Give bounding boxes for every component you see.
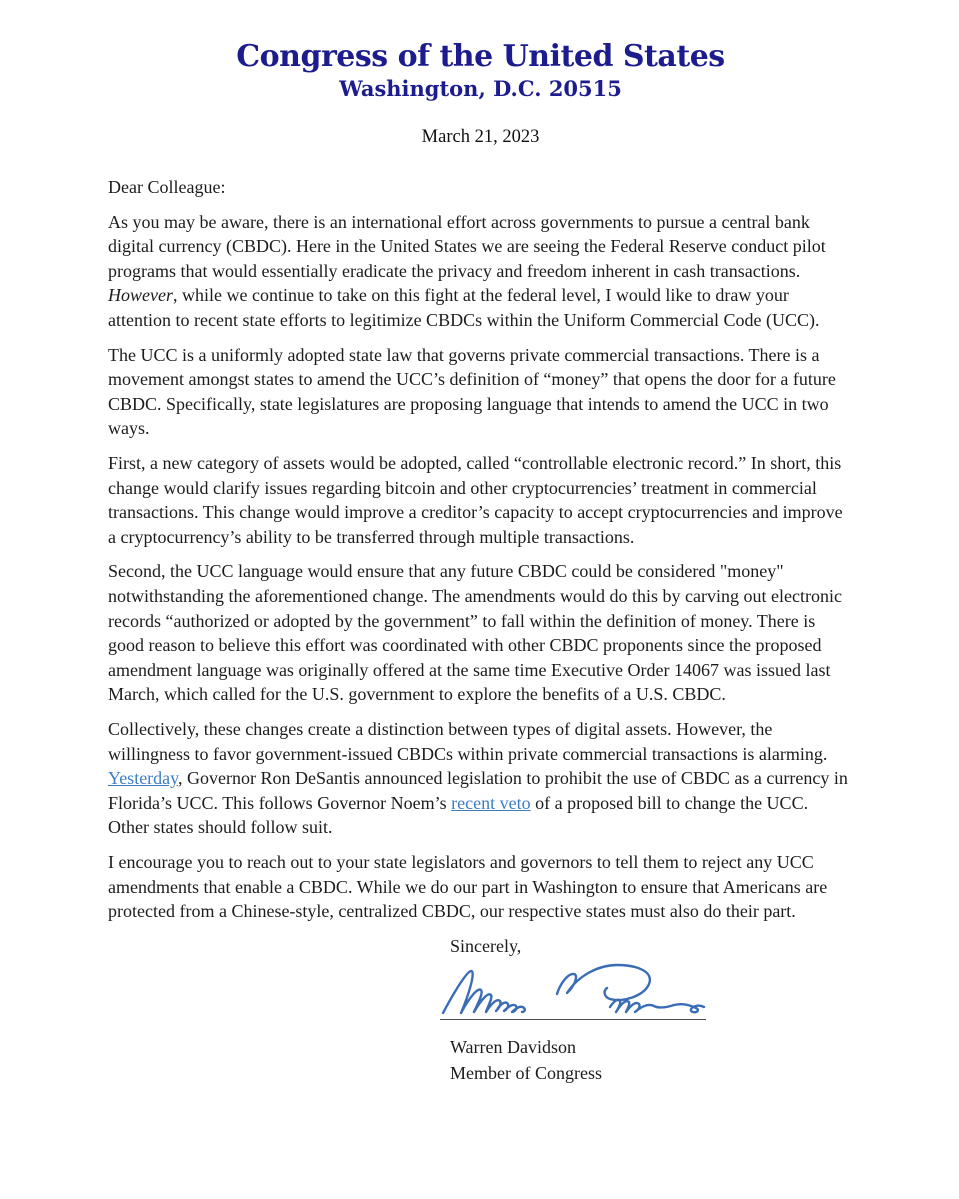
letterhead-title: Congress of the United States — [236, 39, 725, 74]
signature-underline — [440, 962, 706, 1020]
paragraph-6: I encourage you to reach out to your state legislators and governors to tell them to reject any UCC amendments that enable a CBDC. While we do our part in Washington to ensure that Americans are protected from a Chinese-style, centralized CBDC, our respective states must also do their part. — [108, 851, 828, 922]
closing-block — [450, 934, 853, 1087]
text-segment-italic: However — [108, 285, 173, 306]
signature-stroke — [443, 971, 501, 1013]
letterhead-address: Washington, D.C. 20515 — [339, 76, 622, 101]
salutation: Dear Colleague: — [108, 177, 226, 198]
paragraph-3: First, a new category of assets would be adopted, called “controllable electronic record.” In short, this change would clarify issues regarding bitcoin and other cryptocurrencies’ treatment in commercial transactions. This change would improve a creditor’s capacity to accept cryptocurrencies and improve a cryptocurrency’s ability to be transferred through multiple transactions. — [108, 453, 843, 547]
text-segment: , while we continue to take on this fight at the federal level, I would like to draw your attention to recent state efforts to legitimize CBDCs within the Uniform Commercial Code (UCC). — [108, 285, 820, 331]
paragraph-5 — [108, 717, 853, 840]
yesterday-link[interactable]: Yesterday — [108, 768, 178, 789]
signature-stroke — [557, 965, 650, 1000]
letter-body — [108, 175, 853, 924]
signature-name-block — [450, 1034, 853, 1086]
paragraph-2: The UCC is a uniformly adopted state law that governs private commercial transactions. There is a movement amongst states to amend the UCC’s definition of “money” that opens the door for a future CBDC. Specifically, state legislatures are proposing language that intends to amend the UCC in two ways. — [108, 344, 836, 439]
text-segment: , Governor Ron DeSantis announced legislation to prohibit the use of CBDC as a currency in Florida’s UCC. This follows Governor Noem’s — [108, 768, 848, 813]
signature-name: Warren Davidson — [450, 1037, 577, 1058]
valediction: Sincerely, — [450, 935, 522, 956]
signature-title: Member of Congress — [450, 1063, 602, 1084]
text-segment: of a proposed bill to change the UCC. Other states should follow suit. — [108, 792, 809, 838]
text-segment: As you may be aware, there is an international effort across governments to pursue a central bank digital currency (CBDC). Here in the United States we are seeing the Federal Reserve conduct pilot programs that would essentially eradicate the privacy and freedom inherent in cash transactions. — [108, 211, 826, 281]
recent-veto-link[interactable]: recent veto — [451, 792, 531, 813]
signature-stroke — [610, 1000, 704, 1012]
paragraph-4: Second, the UCC language would ensure that any future CBDC could be considered "money" notwithstanding the aforementioned change. The amendments would do this by carving out electronic records “authorized or adopted by the government” to fall within the definition of money. There is good reason to believe this effort was coordinated with other CBDC proponents since the proposed amendment language was originally offered at the same time Executive Order 14067 was issued last March, which called for the U.S. government to explore the benefits of a U.S. CBDC. — [108, 561, 842, 705]
letterhead — [108, 40, 853, 100]
handwritten-signature-image — [440, 962, 706, 1018]
text-segment: Collectively, these changes create a distinction between types of digital assets. However, the willingness to favor government-issued CBDCs within private commercial transactions is alarming. — [108, 718, 828, 764]
signature-stroke — [498, 1003, 525, 1012]
letter-date: March 21, 2023 — [421, 127, 540, 148]
paragraph-1 — [108, 210, 853, 333]
